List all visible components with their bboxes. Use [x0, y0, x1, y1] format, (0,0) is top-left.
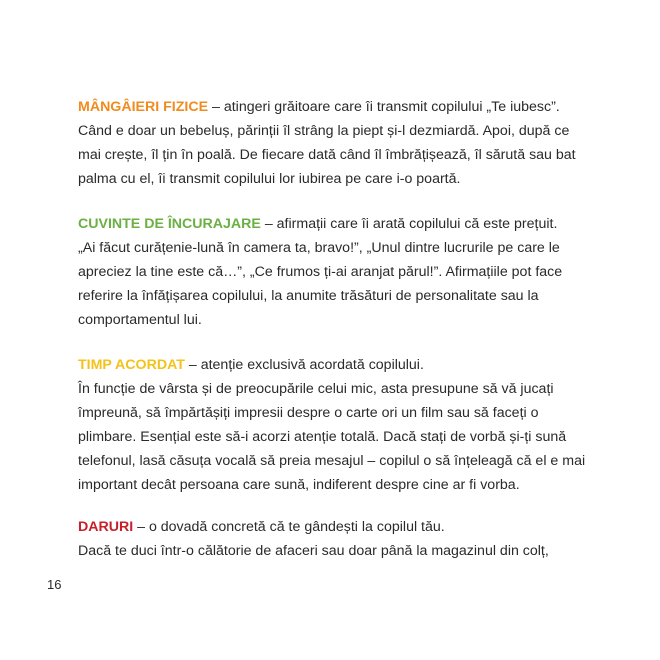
body-line: plimbare. Esențial este să-i acorzi atenție totală. Dacă stați de vorbă și-ți sună — [78, 429, 567, 445]
page-number: 16 — [47, 577, 62, 592]
section-quality-time — [78, 353, 598, 497]
section-words-of-encouragement — [78, 212, 598, 332]
section-physical-touch — [78, 95, 598, 191]
section-first-line — [78, 515, 598, 539]
section-term: CUVINTE DE ÎNCURAJARE — [78, 216, 261, 232]
section-intro: – afirmații care îi arată copilului că este prețuit. — [260, 216, 558, 232]
section-first-line — [78, 95, 598, 119]
section-intro: – atingeri grăitoare care îi transmit copilului „Te iubesc”. — [208, 99, 560, 115]
body-line: apreciez la tine este că…”, „Ce frumos ți-ai aranjat părul!”. Afirmațiile pot face — [78, 264, 563, 280]
section-term: DARURI — [78, 519, 134, 535]
body-line: mai crește, îl țin în poală. De fiecare dată când îl îmbrățișează, îl sărută sau bat — [78, 147, 576, 163]
body-line: comportamentul lui. — [78, 312, 202, 328]
body-line: palma cu el, îi transmit copilului lor iubirea pe care i-o poartă. — [78, 171, 461, 187]
section-first-line — [78, 212, 598, 236]
section-term: TIMP ACORDAT — [78, 357, 185, 373]
section-first-line — [78, 353, 598, 377]
section-intro: – o dovadă concretă că te gândești la copilul tău. — [133, 519, 445, 535]
body-line: Când e doar un bebeluș, părinții îl strâng la piept și-l dezmiardă. Apoi, după ce — [78, 123, 570, 139]
body-line: important decât persoana care sună, indiferent despre cine ar fi vorba. — [78, 477, 520, 493]
body-line: împreună, să împărtășiți impresii despre o carte ori un film sau să faceți o — [78, 405, 539, 421]
section-intro: – atenție exclusivă acordată copilului. — [184, 357, 424, 373]
body-line: „Ai făcut curățenie-lună în camera ta, bravo!”, „Unul dintre lucrurile pe care le — [78, 240, 560, 256]
body-line: referire la înfățișarea copilului, la anumite trăsături de personalitate sau la — [78, 288, 539, 304]
body-line: telefonul, lasă căsuța vocală să preia mesajul – copilul o să înțeleagă că el e mai — [78, 453, 586, 469]
body-line: În funcție de vârsta și de preocupările celui mic, asta presupune să vă jucați — [78, 381, 554, 397]
section-term: MÂNGÂIERI FIZICE — [78, 99, 209, 115]
body-line: Dacă te duci într-o călătorie de afaceri sau doar până la magazinul din colț, — [78, 543, 549, 559]
section-gifts — [78, 515, 598, 563]
